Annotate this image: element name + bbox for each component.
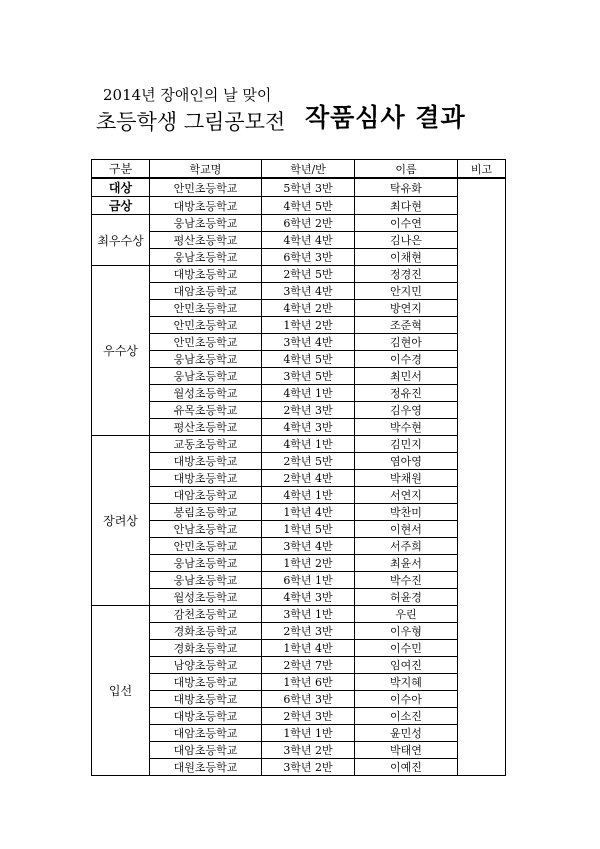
school-cell: 대방초등학교 [150,197,262,215]
school-cell: 웅남초등학교 [150,249,262,266]
school-cell: 안민초등학교 [150,178,262,197]
table-row [92,657,506,674]
school-cell: 안민초등학교 [150,300,262,317]
name-cell: 방연지 [355,300,458,317]
grade-cell: 1학년 4반 [262,640,355,657]
school-cell: 웅남초등학교 [150,555,262,572]
name-cell: 최윤서 [355,555,458,572]
school-cell: 웅남초등학교 [150,215,262,232]
school-cell: 웅남초등학교 [150,368,262,385]
award-category: 대상 [92,178,150,197]
name-cell: 조준혁 [355,317,458,334]
school-cell: 교동초등학교 [150,436,262,453]
table-row [92,351,506,368]
school-cell: 대방초등학교 [150,470,262,487]
award-category: 입선 [92,606,150,776]
grade-cell: 4학년 5반 [262,197,355,215]
grade-cell: 1학년 2반 [262,317,355,334]
col-header-name: 이름 [355,160,458,179]
name-cell: 박채원 [355,470,458,487]
table-row [92,725,506,742]
grade-cell: 2학년 3반 [262,708,355,725]
grade-cell: 2학년 3반 [262,402,355,419]
table-row [92,283,506,300]
col-header-category: 구분 [92,160,150,179]
name-cell: 김민지 [355,436,458,453]
table-row [92,521,506,538]
table-row [92,589,506,606]
col-header-school: 학교명 [150,160,262,179]
name-cell: 이수민 [355,640,458,657]
school-cell: 평산초등학교 [150,232,262,249]
table-row [92,215,506,232]
table-row [92,385,506,402]
col-header-note: 비고 [458,160,506,179]
grade-cell: 4학년 2반 [262,300,355,317]
name-cell: 이수아 [355,691,458,708]
note-cell [458,178,506,776]
table-row [92,266,506,283]
grade-cell: 4학년 1반 [262,385,355,402]
name-cell: 이예진 [355,759,458,776]
grade-cell: 3학년 5반 [262,368,355,385]
grade-cell: 3학년 1반 [262,606,355,623]
school-cell: 남양초등학교 [150,657,262,674]
table-row [92,708,506,725]
name-cell: 박찬미 [355,504,458,521]
name-cell: 허윤경 [355,589,458,606]
name-cell: 정유진 [355,385,458,402]
school-cell: 웅남초등학교 [150,572,262,589]
award-category: 우수상 [92,266,150,436]
name-cell: 서연지 [355,487,458,504]
table-row [92,691,506,708]
name-cell: 서주희 [355,538,458,555]
grade-cell: 2학년 4반 [262,470,355,487]
subtitle: 2014년 장애인의 날 맞이 [103,86,272,104]
school-cell: 안민초등학교 [150,538,262,555]
school-cell: 경화초등학교 [150,640,262,657]
grade-cell: 3학년 4반 [262,538,355,555]
grade-cell: 4학년 3반 [262,589,355,606]
table-row [92,504,506,521]
name-cell: 탁유화 [355,178,458,197]
award-category: 최우수상 [92,215,150,266]
name-cell: 윤민성 [355,725,458,742]
grade-cell: 6학년 2반 [262,215,355,232]
table-row [92,402,506,419]
grade-cell: 3학년 4반 [262,283,355,300]
school-cell: 경화초등학교 [150,623,262,640]
result-title: 작품심사 결과 [305,103,466,132]
school-cell: 감천초등학교 [150,606,262,623]
grade-cell: 1학년 1반 [262,725,355,742]
award-category: 장려상 [92,436,150,606]
table-row [92,538,506,555]
school-cell: 대방초등학교 [150,708,262,725]
table-row [92,640,506,657]
grade-cell: 2학년 5반 [262,453,355,470]
name-cell: 임여진 [355,657,458,674]
grade-cell: 4학년 1반 [262,436,355,453]
school-cell: 안남초등학교 [150,521,262,538]
table-row [92,742,506,759]
table-row [92,368,506,385]
table-row [92,623,506,640]
results-table [91,159,506,776]
name-cell: 이우형 [355,623,458,640]
school-cell: 대암초등학교 [150,725,262,742]
school-cell: 대방초등학교 [150,453,262,470]
school-cell: 대암초등학교 [150,487,262,504]
name-cell: 최다현 [355,197,458,215]
table-row [92,555,506,572]
grade-cell: 6학년 3반 [262,249,355,266]
name-cell: 이수경 [355,351,458,368]
table-row [92,606,506,623]
name-cell: 염아영 [355,453,458,470]
table-row [92,300,506,317]
school-cell: 봉림초등학교 [150,504,262,521]
award-category: 금상 [92,197,150,215]
grade-cell: 4학년 3반 [262,419,355,436]
grade-cell: 4학년 4반 [262,232,355,249]
name-cell: 박지혜 [355,674,458,691]
name-cell: 박태연 [355,742,458,759]
table-row [92,334,506,351]
table-row [92,572,506,589]
name-cell: 이채현 [355,249,458,266]
table-row [92,232,506,249]
grade-cell: 6학년 1반 [262,572,355,589]
name-cell: 정경진 [355,266,458,283]
header-row [92,160,506,179]
school-cell: 월성초등학교 [150,589,262,606]
name-cell: 이수연 [355,215,458,232]
grade-cell: 2학년 3반 [262,623,355,640]
grade-cell: 3학년 2반 [262,759,355,776]
school-cell: 대방초등학교 [150,266,262,283]
school-cell: 웅남초등학교 [150,351,262,368]
name-cell: 최민서 [355,368,458,385]
grade-cell: 4학년 1반 [262,487,355,504]
name-cell: 이현서 [355,521,458,538]
school-cell: 유목초등학교 [150,402,262,419]
school-cell: 월성초등학교 [150,385,262,402]
grade-cell: 2학년 7반 [262,657,355,674]
name-cell: 이소진 [355,708,458,725]
table-row [92,178,506,197]
school-cell: 대방초등학교 [150,691,262,708]
table-row [92,759,506,776]
grade-cell: 6학년 3반 [262,691,355,708]
table-row [92,197,506,215]
grade-cell: 2학년 5반 [262,266,355,283]
table-row [92,453,506,470]
table-row [92,249,506,266]
school-cell: 안민초등학교 [150,334,262,351]
school-cell: 대암초등학교 [150,283,262,300]
grade-cell: 3학년 2반 [262,742,355,759]
grade-cell: 1학년 6반 [262,674,355,691]
table-row [92,487,506,504]
grade-cell: 3학년 4반 [262,334,355,351]
school-cell: 대암초등학교 [150,742,262,759]
name-cell: 김현아 [355,334,458,351]
grade-cell: 1학년 2반 [262,555,355,572]
grade-cell: 4학년 5반 [262,351,355,368]
name-cell: 김우영 [355,402,458,419]
name-cell: 박수진 [355,572,458,589]
grade-cell: 1학년 4반 [262,504,355,521]
school-cell: 대원초등학교 [150,759,262,776]
name-cell: 안지민 [355,283,458,300]
school-cell: 안민초등학교 [150,317,262,334]
table-row [92,436,506,453]
grade-cell: 5학년 3반 [262,178,355,197]
name-cell: 우린 [355,606,458,623]
grade-cell: 1학년 5반 [262,521,355,538]
table-row [92,674,506,691]
table-row [92,419,506,436]
table-row [92,470,506,487]
school-cell: 대방초등학교 [150,674,262,691]
school-cell: 평산초등학교 [150,419,262,436]
name-cell: 김나은 [355,232,458,249]
col-header-grade: 학년/반 [262,160,355,179]
table-row [92,317,506,334]
name-cell: 박수현 [355,419,458,436]
contest-title: 초등학생 그림공모전 [96,110,286,134]
